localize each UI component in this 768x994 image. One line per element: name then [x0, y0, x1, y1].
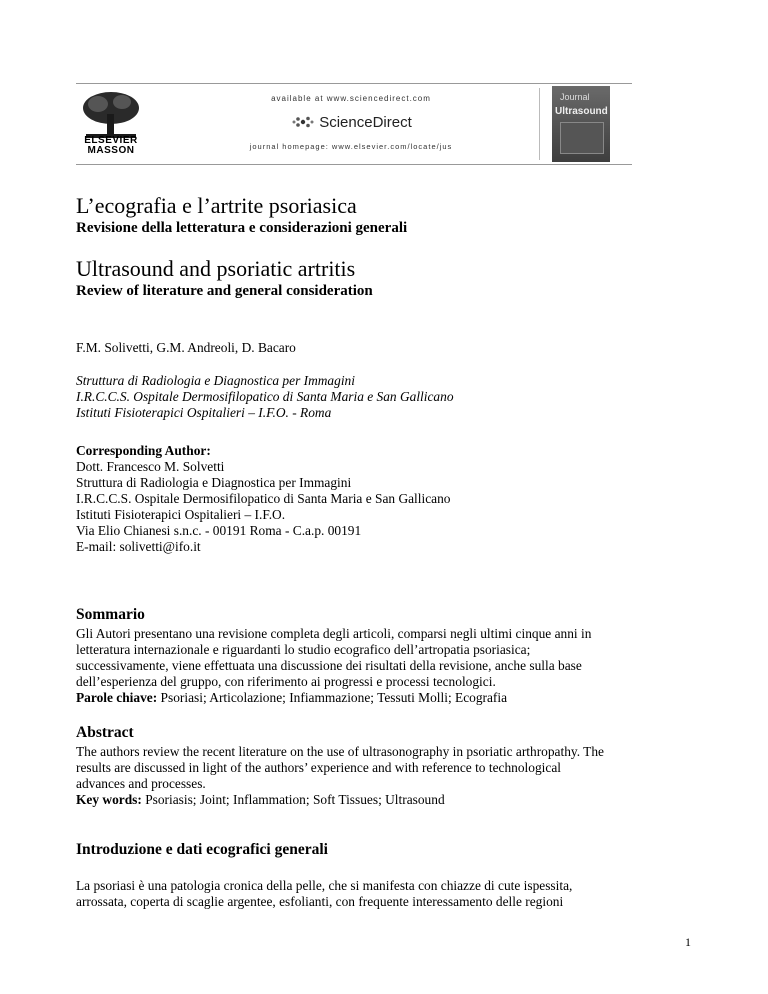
corresponding-line: Istituti Fisioterapici Ospitalieri – I.F.O.	[76, 507, 286, 522]
sciencedirect-dots-icon	[290, 115, 316, 129]
publisher-logo-text: ELSEVIER MASSON	[84, 135, 138, 156]
cover-title-label: Ultrasound	[555, 106, 608, 117]
sciencedirect-brand	[176, 114, 526, 131]
sommario-line: dell’esperienza del gruppo, con riferimento ai progressi e processi tecnologici.	[76, 674, 496, 689]
sommario-keywords-values: Psoriasi; Articolazione; Infiammazione; Tessuti Molli; Ecografia	[157, 690, 508, 705]
intro-line: arrossata, coperta di scaglie argentee, esfolianti, con frequente interessamento delle regioni	[76, 894, 564, 909]
abstract-heading: Abstract	[76, 724, 134, 741]
authors: F.M. Solivetti, G.M. Andreoli, D. Bacaro	[76, 340, 296, 355]
sommario-keywords	[76, 690, 507, 706]
journal-cover	[552, 86, 610, 162]
intro-line: La psoriasi è una patologia cronica della pelle, che si manifesta con chiazze di cute ispessita,	[76, 878, 573, 893]
subtitle-english: Review of literature and general consideration	[76, 283, 373, 299]
intro-heading: Introduzione e dati ecografici generali	[76, 841, 328, 858]
abstract-keywords-label: Key words:	[76, 792, 142, 807]
title-italian: L’ecografia e l’artrite psoriasica	[76, 193, 357, 218]
corresponding-line: I.R.C.C.S. Ospitale Dermosifilopatico di Santa Maria e San Gallicano	[76, 491, 451, 506]
corresponding-line: Dott. Francesco M. Solvetti	[76, 459, 225, 474]
abstract-keywords-values: Psoriasis; Joint; Inflammation; Soft Tissues; Ultrasound	[141, 792, 445, 807]
abstract-line: The authors review the recent literature on the use of ultrasonography in psoriatic arthropathy. The	[76, 744, 605, 759]
sciencedirect-block	[176, 84, 526, 164]
homepage-text[interactable]: journal homepage: www.elsevier.com/locate/jus	[249, 142, 453, 151]
cover-image	[560, 122, 604, 154]
corresponding-line: Struttura di Radiologia e Diagnostica per Immagini	[76, 475, 352, 490]
affiliation-line: Istituti Fisioterapici Ospitalieri – I.F.O. - Roma	[76, 405, 332, 420]
sciencedirect-label: ScienceDirect	[319, 114, 412, 131]
corresponding-line: Via Elio Chianesi s.n.c. - 00191 Roma - C.a.p. 00191	[76, 523, 362, 538]
cover-journal-label: Journal	[560, 92, 590, 102]
abstract-line: results are discussed in light of the authors’ experience and with reference to technological	[76, 760, 561, 775]
affiliation-line: I.R.C.C.S. Ospitale Dermosifilopatico di Santa Maria e San Gallicano	[76, 389, 454, 404]
corresponding-label: Corresponding Author:	[76, 443, 211, 458]
corresponding-email[interactable]: E-mail: solivetti@ifo.it	[76, 539, 201, 554]
title-english: Ultrasound and psoriatic artritis	[76, 256, 356, 281]
page-number: 1	[685, 935, 691, 949]
subtitle-italian: Revisione della letteratura e considerazioni generali	[76, 220, 408, 236]
affiliation-line: Struttura di Radiologia e Diagnostica per Immagini	[76, 373, 355, 388]
banner-divider	[539, 88, 540, 160]
sommario-heading: Sommario	[76, 606, 145, 623]
journal-banner	[76, 83, 632, 165]
sommario-line: successivamente, viene effettuata una discussione dei risultati della revisione, anche sulla base	[76, 658, 582, 673]
sommario-keywords-label: Parole chiave:	[76, 690, 158, 705]
available-text[interactable]: available at www.sciencedirect.com	[271, 94, 431, 103]
sommario-line: letteratura internazionale e riguardanti lo studio ecografico dell’artropatia psoriasica;	[76, 642, 531, 657]
sommario-line: Gli Autori presentano una revisione completa degli articoli, comparsi negli ultimi cinque anni in	[76, 626, 592, 641]
abstract-line: advances and processes.	[76, 776, 206, 791]
abstract-keywords	[76, 792, 445, 808]
